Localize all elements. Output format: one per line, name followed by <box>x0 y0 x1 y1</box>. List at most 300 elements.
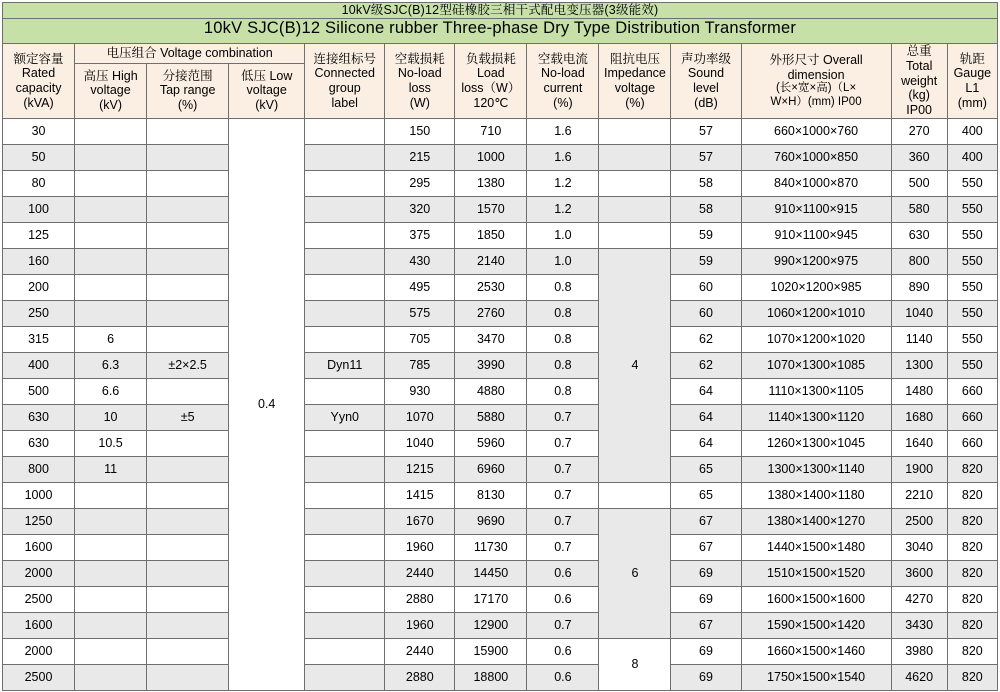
header-noload-loss-unit: (W) <box>409 95 430 110</box>
header-impedance-en1: Impedance <box>604 66 666 81</box>
cell-group <box>305 274 385 300</box>
cell-group <box>305 222 385 248</box>
cell-gauge: 660 <box>947 430 997 456</box>
cell-hv <box>75 274 147 300</box>
cell-noload-loss: 1040 <box>385 430 455 456</box>
title-row-en <box>3 18 998 43</box>
cell-weight: 3430 <box>891 612 947 638</box>
cell-load-loss: 2140 <box>455 248 527 274</box>
header-rated-capacity-en: Rated <box>21 66 56 81</box>
cell-tap <box>147 222 229 248</box>
cell-sound: 60 <box>671 274 741 300</box>
header-connected-group <box>305 44 385 119</box>
cell-noload-current: 0.7 <box>527 612 599 638</box>
cell-weight: 3980 <box>891 638 947 664</box>
cell-hv <box>75 170 147 196</box>
title-row-cn <box>3 3 998 19</box>
header-lv-unit: (kV) <box>255 98 279 113</box>
table-row <box>3 508 998 534</box>
header-gauge <box>947 44 997 119</box>
cell-group <box>305 612 385 638</box>
cell-dimension: 1750×1500×1540 <box>741 664 891 690</box>
header-load-loss-en2: loss（W） <box>461 81 521 96</box>
cell-load-loss: 2530 <box>455 274 527 300</box>
cell-capacity: 630 <box>3 404 75 430</box>
cell-noload-current: 0.7 <box>527 430 599 456</box>
header-dim-cn: 外形尺寸 <box>769 52 820 67</box>
cell-dimension: 1590×1500×1420 <box>741 612 891 638</box>
cell-hv: 10 <box>75 404 147 430</box>
header-rated-capacity-cn: 额定容量 <box>13 51 64 66</box>
cell-gauge: 400 <box>947 118 997 144</box>
header-dim-cnen <box>742 53 891 68</box>
header-noload-current-unit: (%) <box>553 95 573 110</box>
cell-noload-loss: 705 <box>385 326 455 352</box>
header-hv-unit: (kV) <box>99 98 123 113</box>
cell-weight: 3600 <box>891 560 947 586</box>
cell-hv <box>75 196 147 222</box>
cell-noload-current: 0.7 <box>527 508 599 534</box>
cell-noload-current: 0.8 <box>527 274 599 300</box>
cell-noload-current: 0.6 <box>527 586 599 612</box>
cell-noload-loss: 2880 <box>385 664 455 690</box>
cell-noload-loss: 150 <box>385 118 455 144</box>
cell-tap <box>147 508 229 534</box>
header-impedance-cn: 阻抗电压 <box>609 51 660 66</box>
cell-group <box>305 430 385 456</box>
cell-dimension: 1110×1300×1105 <box>741 378 891 404</box>
header-hv <box>75 63 147 118</box>
header-dim-desc2: W×H）(mm) IP00 <box>770 95 862 108</box>
header-rated-capacity <box>3 44 75 119</box>
cell-tap <box>147 560 229 586</box>
cell-impedance <box>599 170 671 196</box>
cell-capacity: 250 <box>3 300 75 326</box>
cell-noload-loss: 320 <box>385 196 455 222</box>
cell-weight: 890 <box>891 274 947 300</box>
cell-sound: 57 <box>671 144 741 170</box>
cell-tap <box>147 144 229 170</box>
cell-capacity: 2000 <box>3 638 75 664</box>
cell-sound: 58 <box>671 170 741 196</box>
header-load-loss-en1: Load <box>476 66 505 81</box>
header-rated-capacity-unit: (kVA) <box>23 95 54 110</box>
cell-noload-current: 0.7 <box>527 534 599 560</box>
cell-sound: 69 <box>671 560 741 586</box>
cell-gauge: 820 <box>947 456 997 482</box>
cell-dimension: 660×1000×760 <box>741 118 891 144</box>
cell-weight: 360 <box>891 144 947 170</box>
cell-load-loss: 1000 <box>455 144 527 170</box>
cell-hv <box>75 586 147 612</box>
cell-capacity: 400 <box>3 352 75 378</box>
spec-sheet <box>2 2 998 688</box>
cell-hv <box>75 612 147 638</box>
cell-group: Dyn11 <box>305 352 385 378</box>
header-impedance-unit: (%) <box>625 95 645 110</box>
cell-capacity: 800 <box>3 456 75 482</box>
cell-tap <box>147 170 229 196</box>
table-row <box>3 404 998 430</box>
cell-hv: 6 <box>75 326 147 352</box>
table-row <box>3 456 998 482</box>
cell-gauge: 820 <box>947 586 997 612</box>
cell-noload-current: 1.6 <box>527 118 599 144</box>
cell-noload-current: 0.7 <box>527 482 599 508</box>
transformer-spec-table <box>2 2 998 691</box>
cell-group <box>305 248 385 274</box>
header-load-loss-temp: 120℃ <box>473 95 509 110</box>
header-group-en2: group <box>328 81 361 96</box>
table-row <box>3 274 998 300</box>
cell-noload-current: 1.2 <box>527 170 599 196</box>
cell-hv <box>75 560 147 586</box>
cell-gauge: 400 <box>947 144 997 170</box>
cell-tap <box>147 534 229 560</box>
cell-sound: 69 <box>671 586 741 612</box>
cell-capacity: 500 <box>3 378 75 404</box>
cell-sound: 67 <box>671 508 741 534</box>
cell-weight: 800 <box>891 248 947 274</box>
header-group-cn: 连接组标号 <box>313 51 376 66</box>
cell-noload-current: 0.6 <box>527 638 599 664</box>
cell-group <box>305 144 385 170</box>
cell-impedance <box>599 196 671 222</box>
cell-capacity: 50 <box>3 144 75 170</box>
cell-tap <box>147 456 229 482</box>
header-voltage-combination-cn: 电压组合 <box>106 45 157 60</box>
cell-group <box>305 638 385 664</box>
cell-weight: 3040 <box>891 534 947 560</box>
cell-group <box>305 378 385 404</box>
header-noload-loss <box>385 44 455 119</box>
header-tap-range <box>147 63 229 118</box>
cell-load-loss: 3470 <box>455 326 527 352</box>
cell-noload-loss: 2440 <box>385 638 455 664</box>
cell-dimension: 990×1200×975 <box>741 248 891 274</box>
cell-load-loss: 5880 <box>455 404 527 430</box>
cell-weight: 1040 <box>891 300 947 326</box>
cell-dimension: 1260×1300×1045 <box>741 430 891 456</box>
cell-load-loss: 5960 <box>455 430 527 456</box>
table-row <box>3 352 998 378</box>
cell-tap <box>147 300 229 326</box>
header-voltage-combination-en: Voltage combination <box>160 45 273 60</box>
cell-gauge: 820 <box>947 534 997 560</box>
cell-group <box>305 508 385 534</box>
cell-weight: 2500 <box>891 508 947 534</box>
header-voltage-combination <box>75 44 305 63</box>
cell-hv <box>75 222 147 248</box>
header-weight-en1: Total <box>905 58 933 73</box>
title-cn: 10kV级SJC(B)12型硅橡胶三相干式配电变压器(3级能效) <box>3 3 998 19</box>
cell-dimension: 840×1000×870 <box>741 170 891 196</box>
cell-noload-loss: 215 <box>385 144 455 170</box>
cell-impedance: 6 <box>599 508 671 638</box>
cell-group <box>305 482 385 508</box>
header-row-top <box>3 44 998 63</box>
cell-noload-loss: 1215 <box>385 456 455 482</box>
cell-dimension: 1440×1500×1480 <box>741 534 891 560</box>
cell-noload-loss: 375 <box>385 222 455 248</box>
cell-load-loss: 6960 <box>455 456 527 482</box>
cell-noload-loss: 2440 <box>385 560 455 586</box>
cell-group <box>305 326 385 352</box>
cell-noload-current: 0.7 <box>527 456 599 482</box>
cell-noload-current: 0.8 <box>527 378 599 404</box>
header-noload-loss-cn: 空载损耗 <box>394 51 445 66</box>
header-tap-en: Tap range <box>159 83 216 98</box>
cell-load-loss: 11730 <box>455 534 527 560</box>
cell-capacity: 2000 <box>3 560 75 586</box>
header-dim-en: Overall <box>823 52 863 67</box>
cell-group <box>305 196 385 222</box>
cell-gauge: 550 <box>947 326 997 352</box>
header-impedance-en2: voltage <box>614 81 656 96</box>
cell-load-loss: 1850 <box>455 222 527 248</box>
cell-hv: 11 <box>75 456 147 482</box>
cell-tap <box>147 430 229 456</box>
cell-noload-loss: 1670 <box>385 508 455 534</box>
header-sound-en1: Sound <box>687 66 725 81</box>
cell-hv <box>75 638 147 664</box>
cell-dimension: 1070×1200×1020 <box>741 326 891 352</box>
cell-sound: 62 <box>671 352 741 378</box>
header-overall-dimension <box>741 44 891 119</box>
header-hv-en: voltage <box>90 83 131 98</box>
table-row <box>3 144 998 170</box>
cell-weight: 580 <box>891 196 947 222</box>
cell-dimension: 1060×1200×1010 <box>741 300 891 326</box>
header-tap-cn: 分接范围 <box>162 68 213 83</box>
cell-noload-loss: 1960 <box>385 612 455 638</box>
header-sound-unit: (dB) <box>694 95 718 110</box>
cell-tap <box>147 248 229 274</box>
cell-impedance: 4 <box>599 248 671 482</box>
cell-load-loss: 3990 <box>455 352 527 378</box>
cell-sound: 69 <box>671 664 741 690</box>
cell-noload-current: 1.2 <box>527 196 599 222</box>
cell-gauge: 550 <box>947 170 997 196</box>
header-group-en1: Connected <box>314 66 375 81</box>
cell-group <box>305 170 385 196</box>
cell-sound: 69 <box>671 638 741 664</box>
cell-lv: 0.4 <box>229 118 305 690</box>
cell-impedance <box>599 144 671 170</box>
header-hv-cn: 高压 High <box>83 68 138 83</box>
table-row <box>3 248 998 274</box>
cell-gauge: 820 <box>947 508 997 534</box>
cell-load-loss: 710 <box>455 118 527 144</box>
cell-weight: 4620 <box>891 664 947 690</box>
header-sound-cn: 声功率级 <box>680 51 731 66</box>
cell-weight: 1300 <box>891 352 947 378</box>
cell-gauge: 820 <box>947 612 997 638</box>
cell-sound: 67 <box>671 534 741 560</box>
cell-noload-loss: 1415 <box>385 482 455 508</box>
cell-load-loss: 14450 <box>455 560 527 586</box>
cell-hv <box>75 300 147 326</box>
table-row <box>3 664 998 690</box>
cell-capacity: 1000 <box>3 482 75 508</box>
cell-gauge: 550 <box>947 248 997 274</box>
cell-sound: 59 <box>671 248 741 274</box>
header-total-weight <box>891 44 947 119</box>
cell-noload-loss: 1070 <box>385 404 455 430</box>
cell-group <box>305 586 385 612</box>
cell-noload-current: 1.0 <box>527 222 599 248</box>
cell-gauge: 820 <box>947 664 997 690</box>
cell-dimension: 910×1100×915 <box>741 196 891 222</box>
cell-noload-loss: 930 <box>385 378 455 404</box>
cell-noload-loss: 575 <box>385 300 455 326</box>
cell-noload-loss: 1960 <box>385 534 455 560</box>
cell-gauge: 820 <box>947 638 997 664</box>
header-sound-level <box>671 44 741 119</box>
cell-tap <box>147 586 229 612</box>
cell-group: Yyn0 <box>305 404 385 430</box>
cell-noload-loss: 495 <box>385 274 455 300</box>
cell-group <box>305 560 385 586</box>
header-gauge-cn: 轨距 <box>959 51 985 66</box>
cell-gauge: 550 <box>947 274 997 300</box>
cell-load-loss: 18800 <box>455 664 527 690</box>
table-row <box>3 378 998 404</box>
cell-gauge: 660 <box>947 404 997 430</box>
cell-hv <box>75 482 147 508</box>
cell-sound: 64 <box>671 378 741 404</box>
cell-sound: 58 <box>671 196 741 222</box>
cell-weight: 270 <box>891 118 947 144</box>
cell-dimension: 1300×1300×1140 <box>741 456 891 482</box>
header-lv <box>229 63 305 118</box>
cell-sound: 65 <box>671 456 741 482</box>
header-noload-current-cn: 空载电流 <box>537 51 588 66</box>
cell-weight: 4270 <box>891 586 947 612</box>
cell-dimension: 760×1000×850 <box>741 144 891 170</box>
header-weight-cn: 总重 <box>906 44 932 59</box>
cell-tap <box>147 118 229 144</box>
cell-group <box>305 300 385 326</box>
cell-weight: 1140 <box>891 326 947 352</box>
cell-noload-loss: 785 <box>385 352 455 378</box>
cell-gauge: 820 <box>947 482 997 508</box>
header-weight-ip: IP00 <box>906 103 932 118</box>
cell-hv <box>75 118 147 144</box>
cell-hv: 10.5 <box>75 430 147 456</box>
cell-capacity: 80 <box>3 170 75 196</box>
cell-gauge: 550 <box>947 300 997 326</box>
cell-tap: ±2×2.5 <box>147 352 229 378</box>
header-load-loss-cn: 负载损耗 <box>465 51 516 66</box>
title-en: 10kV SJC(B)12 Silicone rubber Three-phase Dry Type Distribution Transformer <box>3 18 998 43</box>
header-weight-unit: (kg) <box>908 88 930 103</box>
cell-noload-loss: 295 <box>385 170 455 196</box>
cell-weight: 1900 <box>891 456 947 482</box>
cell-dimension: 910×1100×945 <box>741 222 891 248</box>
cell-noload-current: 0.7 <box>527 404 599 430</box>
cell-tap <box>147 196 229 222</box>
cell-gauge: 660 <box>947 378 997 404</box>
cell-sound: 64 <box>671 430 741 456</box>
header-dim-en2: dimension <box>787 67 845 82</box>
cell-load-loss: 1570 <box>455 196 527 222</box>
cell-weight: 2210 <box>891 482 947 508</box>
cell-hv <box>75 248 147 274</box>
table-row <box>3 430 998 456</box>
cell-capacity: 100 <box>3 196 75 222</box>
cell-dimension: 1600×1500×1600 <box>741 586 891 612</box>
cell-gauge: 820 <box>947 560 997 586</box>
table-row <box>3 612 998 638</box>
cell-load-loss: 15900 <box>455 638 527 664</box>
cell-dimension: 1380×1400×1180 <box>741 482 891 508</box>
table-row <box>3 300 998 326</box>
header-gauge-unit: (mm) <box>957 95 987 110</box>
table-row <box>3 118 998 144</box>
cell-noload-current: 1.0 <box>527 248 599 274</box>
cell-tap <box>147 482 229 508</box>
cell-tap <box>147 638 229 664</box>
cell-capacity: 2500 <box>3 664 75 690</box>
cell-group <box>305 456 385 482</box>
header-noload-current <box>527 44 599 119</box>
cell-capacity: 1600 <box>3 612 75 638</box>
cell-impedance <box>599 118 671 144</box>
cell-capacity: 160 <box>3 248 75 274</box>
cell-hv <box>75 534 147 560</box>
cell-dimension: 1020×1200×985 <box>741 274 891 300</box>
table-row <box>3 586 998 612</box>
cell-capacity: 125 <box>3 222 75 248</box>
cell-group <box>305 118 385 144</box>
cell-load-loss: 12900 <box>455 612 527 638</box>
cell-hv <box>75 144 147 170</box>
header-rated-capacity-en2: capacity <box>15 81 62 96</box>
cell-noload-current: 0.8 <box>527 352 599 378</box>
cell-dimension: 1380×1400×1270 <box>741 508 891 534</box>
cell-load-loss: 9690 <box>455 508 527 534</box>
cell-weight: 1640 <box>891 430 947 456</box>
cell-load-loss: 4880 <box>455 378 527 404</box>
cell-gauge: 550 <box>947 196 997 222</box>
cell-sound: 59 <box>671 222 741 248</box>
header-gauge-en: Gauge <box>953 66 992 81</box>
cell-noload-loss: 2880 <box>385 586 455 612</box>
cell-group <box>305 534 385 560</box>
header-group-en3: label <box>331 95 358 110</box>
cell-tap: ±5 <box>147 404 229 430</box>
cell-capacity: 1600 <box>3 534 75 560</box>
cell-noload-current: 0.8 <box>527 300 599 326</box>
header-noload-current-en2: current <box>543 81 583 96</box>
table-row <box>3 638 998 664</box>
cell-sound: 60 <box>671 300 741 326</box>
cell-gauge: 550 <box>947 352 997 378</box>
header-noload-loss-en1: No-load <box>397 66 442 81</box>
cell-capacity: 2500 <box>3 586 75 612</box>
cell-capacity: 315 <box>3 326 75 352</box>
header-noload-loss-en2: loss <box>408 81 431 96</box>
header-lv-en: voltage <box>246 83 287 98</box>
cell-dimension: 1510×1500×1520 <box>741 560 891 586</box>
cell-tap <box>147 378 229 404</box>
header-lv-cn: 低压 Low <box>240 68 293 83</box>
cell-tap <box>147 274 229 300</box>
header-tap-unit: (%) <box>177 98 198 113</box>
cell-weight: 630 <box>891 222 947 248</box>
header-gauge-l1: L1 <box>965 81 980 96</box>
